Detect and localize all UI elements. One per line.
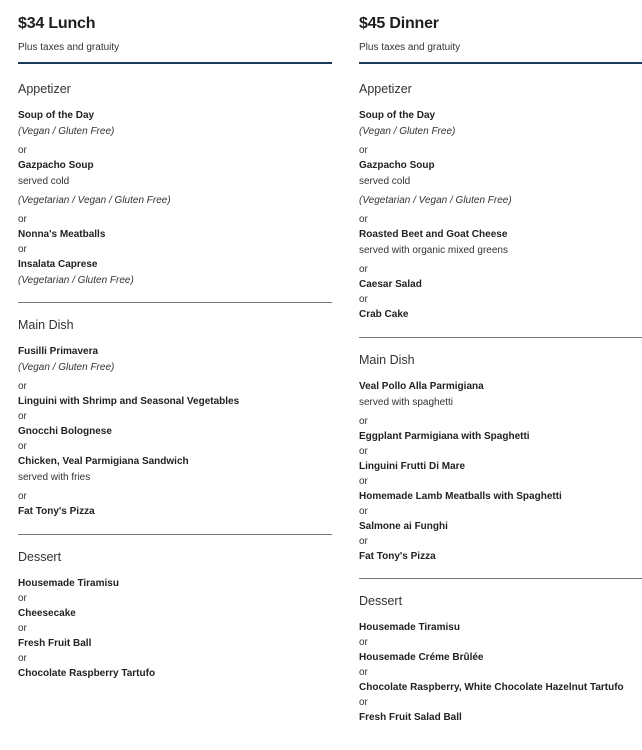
menu-item-name: Roasted Beet and Goat Cheese	[359, 229, 508, 240]
menu-item-name: Chocolate Raspberry, White Chocolate Hazelnut Tartufo	[359, 682, 624, 693]
menu-item-name: Gazpacho Soup	[18, 160, 94, 171]
menu-item-name: Chicken, Veal Parmigiana Sandwich	[18, 456, 189, 467]
or-separator: or	[359, 294, 368, 305]
menu-item-name: Nonna's Meatballs	[18, 229, 106, 240]
menu-item-name: Veal Pollo Alla Parmigiana	[359, 381, 484, 392]
section-heading: Main Dish	[359, 353, 415, 367]
menu-item-name: Linguini with Shrimp and Seasonal Vegetables	[18, 396, 240, 407]
or-separator: or	[359, 536, 368, 547]
or-separator: or	[359, 476, 368, 487]
or-separator: or	[18, 623, 27, 634]
menu-item-name: Fresh Fruit Ball	[18, 638, 92, 649]
menu-item-name: Fat Tony's Pizza	[359, 551, 436, 562]
or-separator: or	[18, 214, 27, 225]
or-separator: or	[359, 697, 368, 708]
menu-item-note: (Vegetarian / Gluten Free)	[18, 275, 134, 286]
section-heading: Appetizer	[18, 82, 71, 96]
section-heading: Dessert	[18, 550, 62, 564]
menu-item-note: (Vegan / Gluten Free)	[359, 126, 456, 137]
menu-item-name: Fusilli Primavera	[18, 346, 99, 357]
or-separator: or	[359, 637, 368, 648]
dinner-subtitle: Plus taxes and gratuity	[359, 42, 461, 53]
menu-item-name: Eggplant Parmigiana with Spaghetti	[359, 431, 530, 442]
menu-item-name: Housemade Tiramisu	[18, 578, 119, 589]
menu-item-name: Housemade Créme Brûlée	[359, 652, 484, 663]
section-heading: Appetizer	[359, 82, 412, 96]
or-separator: or	[359, 145, 368, 156]
lunch-title: $34 Lunch	[18, 15, 96, 32]
menu-item-name: Chocolate Raspberry Tartufo	[18, 668, 156, 679]
menu-item-name: Fresh Fruit Salad Ball	[359, 712, 462, 723]
lunch-dessert-section	[18, 535, 332, 680]
or-separator: or	[359, 667, 368, 678]
menu-item-name: Gazpacho Soup	[359, 160, 435, 171]
dinner-dessert-section	[359, 579, 642, 724]
menu-item-name: Cheesecake	[18, 608, 76, 619]
dinner-menu	[359, 0, 642, 724]
or-separator: or	[18, 441, 27, 452]
menu-item-name: Linguini Frutti Di Mare	[359, 461, 466, 472]
or-separator: or	[359, 416, 368, 427]
or-separator: or	[359, 214, 368, 225]
menu-item-name: Gnocchi Bolognese	[18, 426, 112, 437]
dinner-main-section	[359, 338, 642, 563]
menu-item-note: (Vegetarian / Vegan / Gluten Free)	[359, 195, 512, 206]
lunch-menu	[18, 0, 332, 680]
or-separator: or	[18, 381, 27, 392]
lunch-main-section	[18, 303, 332, 518]
menu-item-name: Crab Cake	[359, 309, 409, 320]
dinner-appetizer-section	[359, 64, 642, 321]
menu-item-desc: served with spaghetti	[359, 397, 453, 408]
or-separator: or	[359, 446, 368, 457]
menu-item-desc: served cold	[359, 176, 411, 187]
or-separator: or	[18, 593, 27, 604]
or-separator: or	[18, 145, 27, 156]
or-separator: or	[18, 244, 27, 255]
menu-item-name: Insalata Caprese	[18, 259, 98, 270]
menu-item-name: Salmone ai Funghi	[359, 521, 448, 532]
menu-item-name: Fat Tony's Pizza	[18, 506, 95, 517]
menu-item-name: Soup of the Day	[359, 110, 436, 121]
menu-item-desc: served with organic mixed greens	[359, 245, 508, 256]
lunch-appetizer-section	[18, 64, 332, 287]
menu-item-name: Housemade Tiramisu	[359, 622, 460, 633]
menu-item-name: Soup of the Day	[18, 110, 95, 121]
dinner-title: $45 Dinner	[359, 15, 439, 32]
menu-item-desc: served cold	[18, 176, 70, 187]
menu-item-note: (Vegan / Gluten Free)	[18, 126, 115, 137]
or-separator: or	[18, 653, 27, 664]
section-heading: Main Dish	[18, 318, 74, 332]
menu-item-name: Caesar Salad	[359, 279, 422, 290]
section-heading: Dessert	[359, 594, 403, 608]
or-separator: or	[359, 264, 368, 275]
lunch-subtitle: Plus taxes and gratuity	[18, 42, 120, 53]
menu-item-name: Homemade Lamb Meatballs with Spaghetti	[359, 491, 562, 502]
or-separator: or	[18, 411, 27, 422]
or-separator: or	[359, 506, 368, 517]
or-separator: or	[18, 491, 27, 502]
menu-item-note: (Vegetarian / Vegan / Gluten Free)	[18, 195, 171, 206]
menu-item-desc: served with fries	[18, 472, 91, 483]
menu-item-note: (Vegan / Gluten Free)	[18, 362, 115, 373]
